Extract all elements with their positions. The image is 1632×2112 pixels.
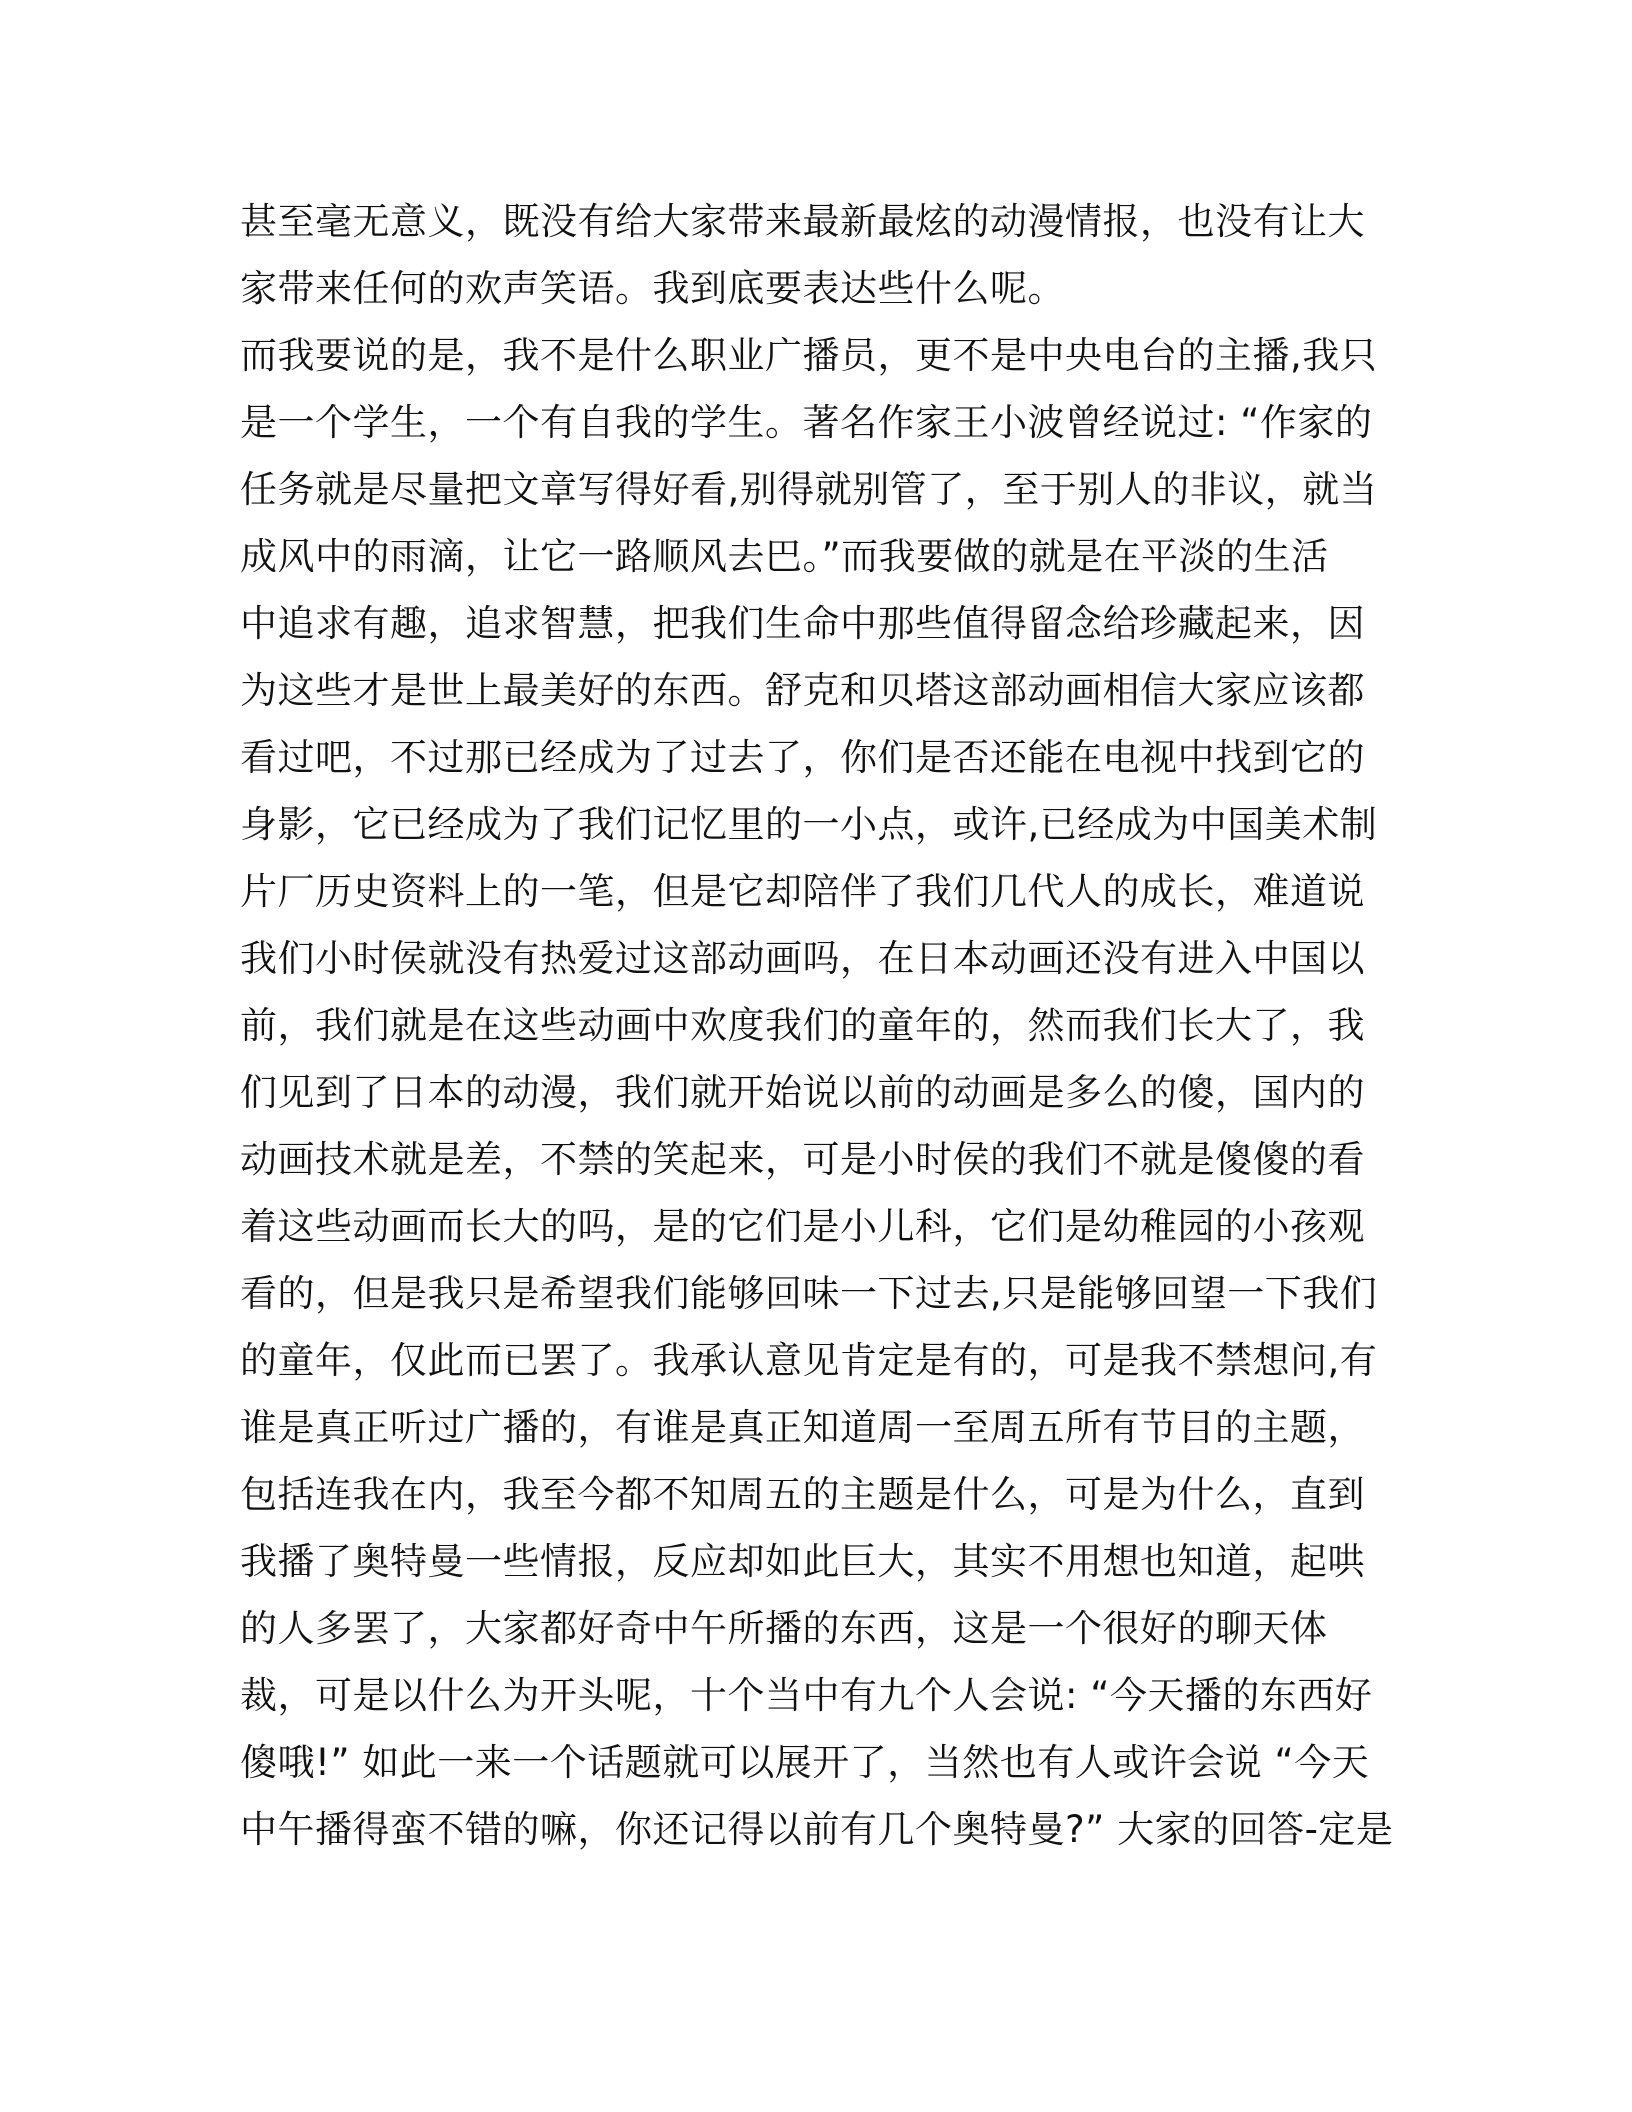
text-line: 中午播得蛮不错的嘛，你还记得以前有几个奥特曼?” 大家的回答-定是 (240, 1808, 1394, 1851)
text-line: 动画技术就是差，不禁的笑起来，可是小时侯的我们不就是傻傻的看 (240, 1138, 1365, 1181)
text-line: 片厂历史资料上的一笔，但是它却陪伴了我们几代人的成长，难道说 (240, 870, 1365, 913)
text-line: 成风中的雨滴，让它一路顺风去巴。”而我要做的就是在平淡的生活 (240, 535, 1329, 578)
text-line: 是一个学生，一个有自我的学生。著名作家王小波曾经说过: “作家的 (240, 401, 1373, 444)
text-line: 着这些动画而长大的吗，是的它们是小儿科，它们是幼稚园的小孩观 (240, 1205, 1365, 1248)
text-line: 而我要说的是，我不是什么职业广播员，更不是中央电台的主播,我只 (240, 334, 1378, 377)
text-line: 看的，但是我只是希望我们能够回味一下过去,只是能够回望一下我们 (240, 1272, 1378, 1315)
text-line: 的人多罢了，大家都好奇中午所播的东西，这是一个很好的聊天体 (240, 1607, 1328, 1650)
text-line: 身影，它已经成为了我们记忆里的一小点，或许,已经成为中国美术制 (240, 803, 1378, 846)
text-line: 任务就是尽量把文章写得好看,别得就别管了，至于别人的非议，就当 (240, 468, 1378, 511)
text-line: 的童年，仅此而已罢了。我承认意见肯定是有的，可是我不禁想问,有 (240, 1339, 1378, 1382)
text-line: 甚至毫无意义，既没有给大家带来最新最炫的动漫情报，也没有让大 (240, 200, 1365, 243)
text-line: 们见到了日本的动漫，我们就开始说以前的动画是多么的傻，国内的 (240, 1071, 1365, 1114)
text-line: 前，我们就是在这些动画中欢度我们的童年的，然而我们长大了，我 (240, 1004, 1365, 1047)
text-line: 家带来任何的欢声笑语。我到底要表达些什么呢。 (240, 267, 1065, 310)
text-line: 中追求有趣，追求智慧，把我们生命中那些值得留念给珍藏起来，因 (240, 602, 1365, 645)
text-line: 谁是真正听过广播的，有谁是真正知道周一至周五所有节目的主题， (240, 1406, 1365, 1449)
text-line: 看过吧，不过那已经成为了过去了，你们是否还能在电视中找到它的 (240, 736, 1365, 779)
text-line: 我们小时侯就没有热爱过这部动画吗，在日本动画还没有进入中国以 (240, 937, 1365, 980)
text-line: 为这些才是世上最美好的东西。舒克和贝塔这部动画相信大家应该都 (240, 669, 1365, 712)
text-line: 裁，可是以什么为开头呢，十个当中有九个人会说: “今天播的东西好 (240, 1674, 1373, 1717)
text-line: 包括连我在内，我至今都不知周五的主题是什么，可是为什么，直到 (240, 1473, 1365, 1516)
text-line: 傻哦!” 如此一来一个话题就可以展开了，当然也有人或许会说 “今天 (240, 1741, 1370, 1784)
text-line: 我播了奥特曼一些情报，反应却如此巨大，其实不用想也知道，起哄 (240, 1540, 1365, 1583)
body-text (240, 188, 1400, 1863)
